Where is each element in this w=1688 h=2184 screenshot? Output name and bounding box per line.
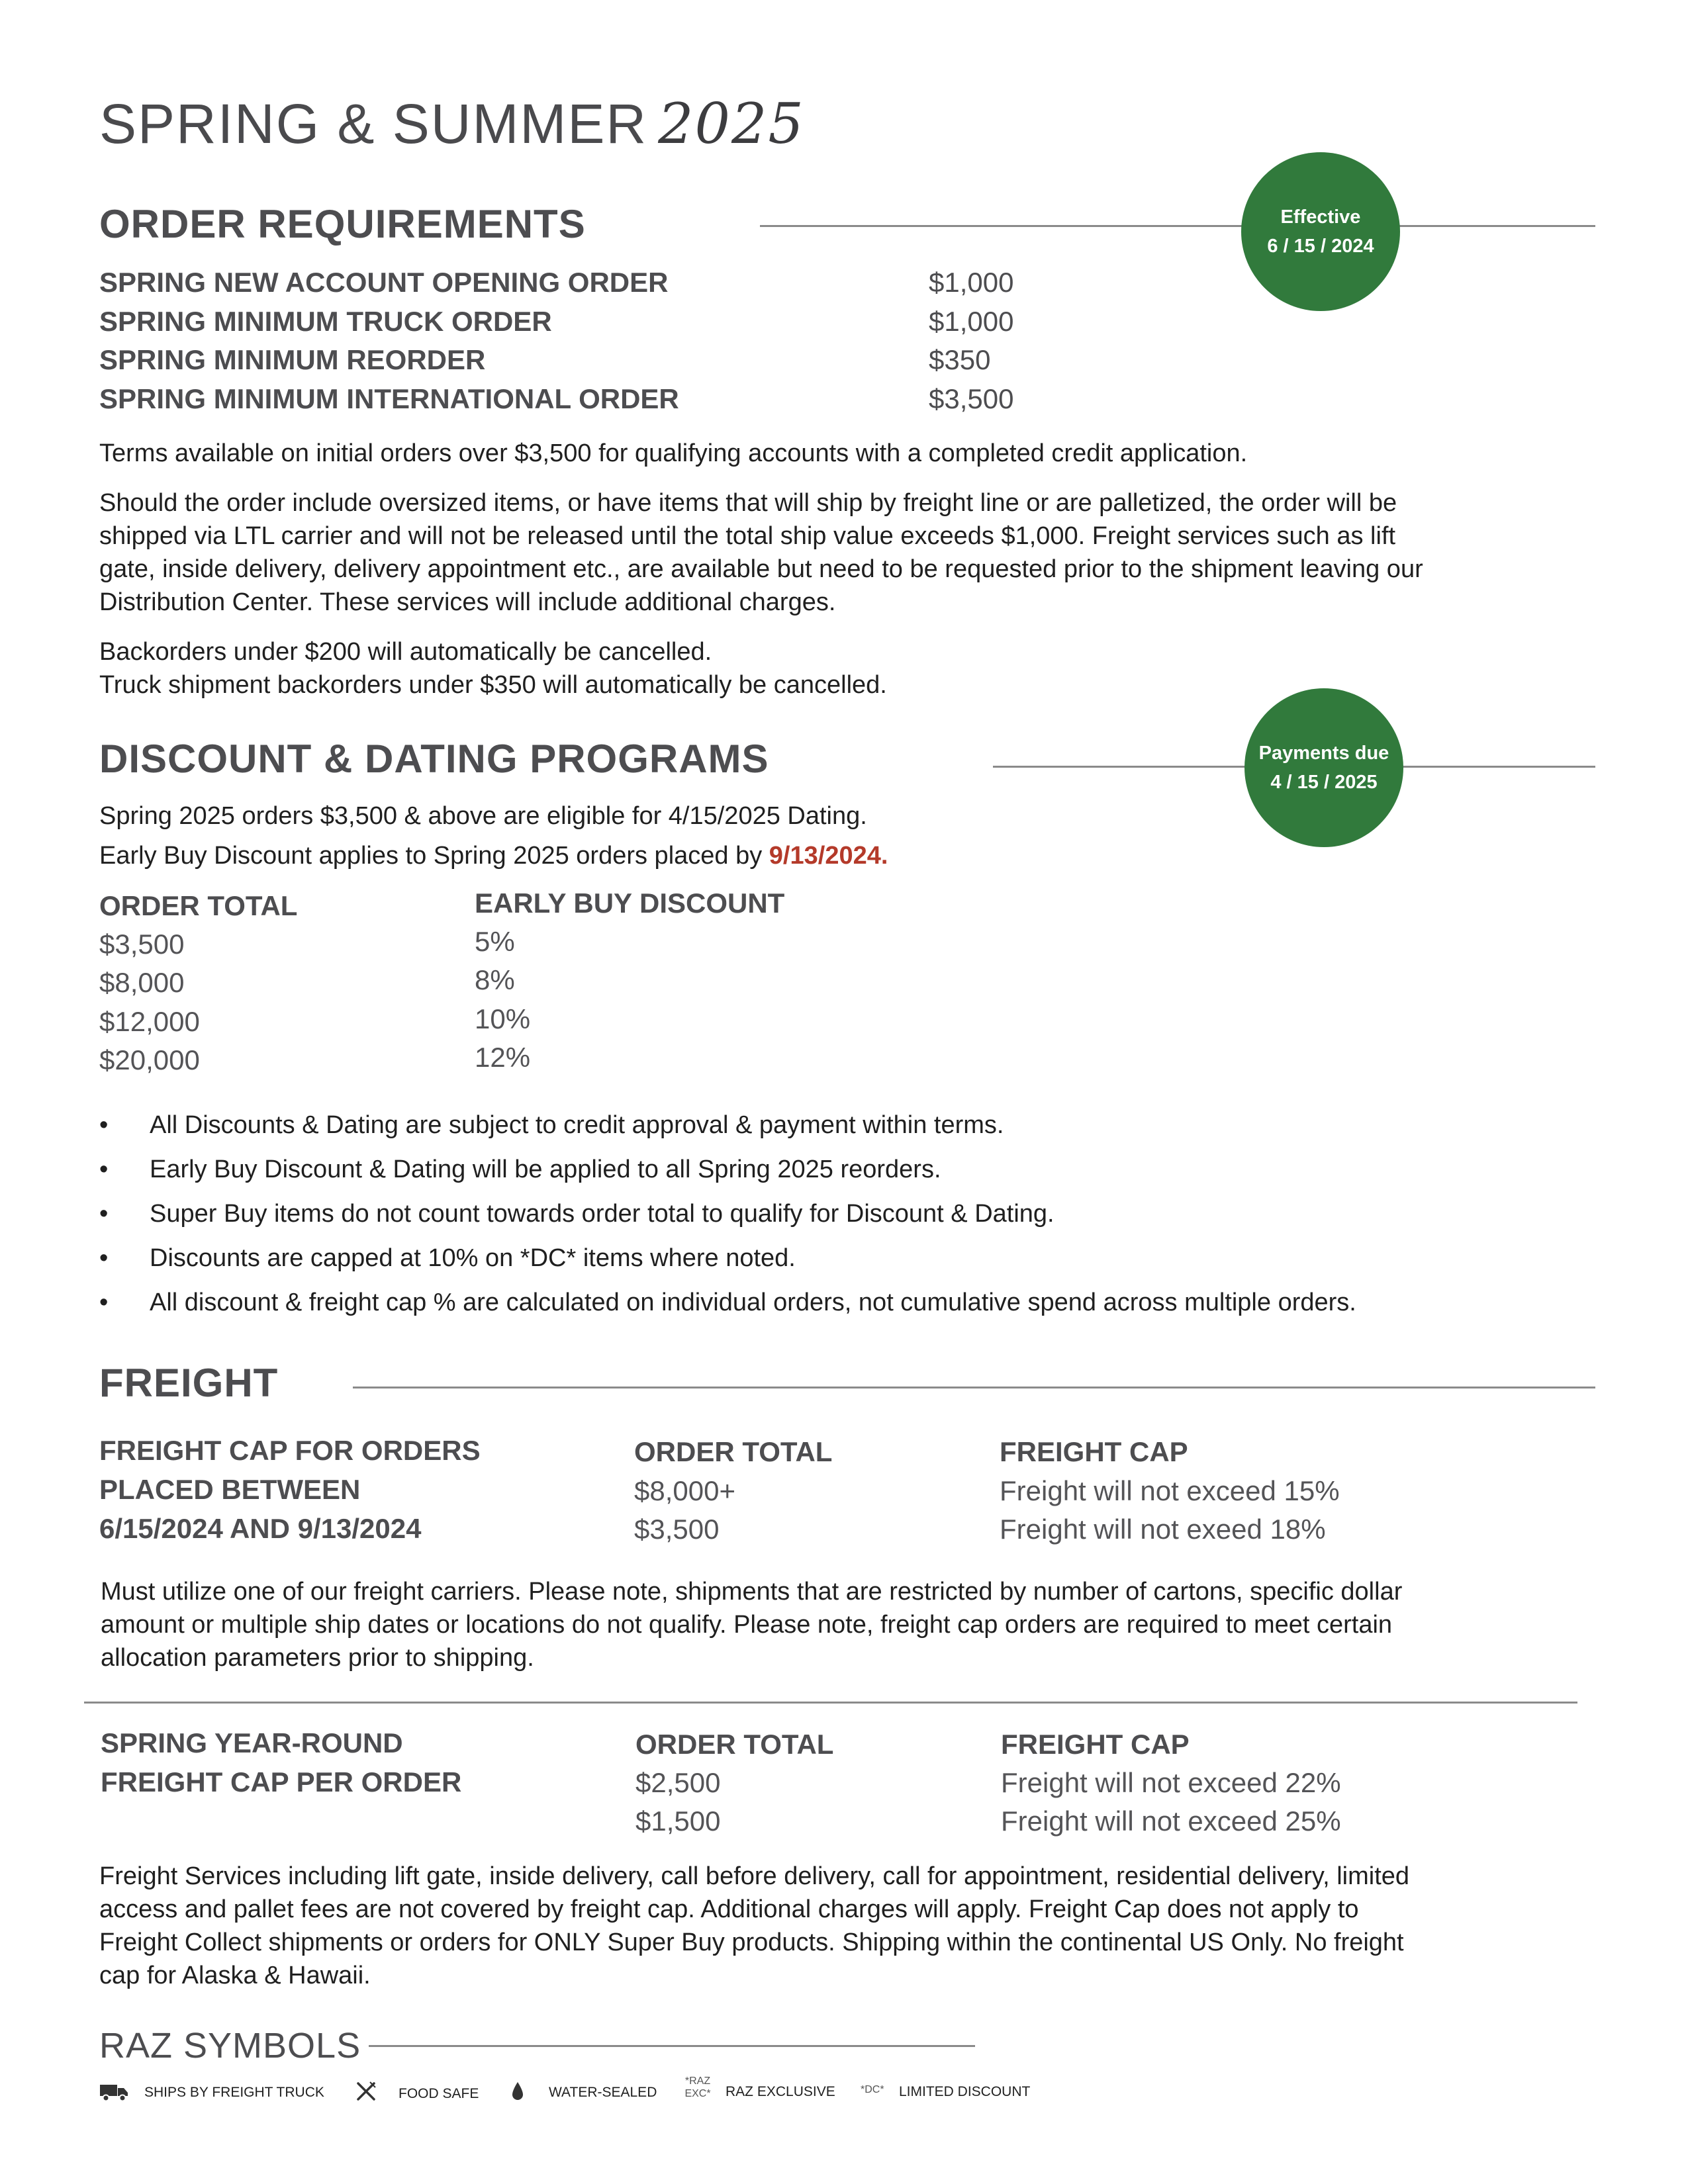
symbol-label: LIMITED DISCOUNT: [899, 2084, 1031, 2099]
section-divider: [369, 2045, 975, 2047]
requirement-value: $3,500: [929, 383, 1014, 414]
paragraph-line: Must utilize one of our freight carriers. Please note, shipments that are restricted by number of cartons, specific dollar: [101, 1578, 1403, 1606]
label-line: FREIGHT CAP PER ORDER: [101, 1766, 462, 1797]
early-buy-prefix: Early Buy Discount applies to Spring 2025 orders placed by: [99, 842, 769, 870]
backorders-line: Backorders under $200 will automatically be cancelled.: [99, 638, 712, 666]
freight-cap-value: Freight will not exceed 22%: [1001, 1767, 1341, 1798]
effective-badge-label: Effective: [1280, 206, 1361, 228]
truck-icon: [99, 2082, 128, 2102]
symbol-label: SHIPS BY FREIGHT TRUCK: [144, 2085, 324, 2100]
freight-cap-header: FREIGHT CAP: [1000, 1436, 1188, 1467]
raz-exc-icon: [681, 2075, 714, 2100]
label-line: SPRING YEAR-ROUND: [101, 1727, 403, 1758]
tier-discount: 5%: [475, 926, 515, 957]
symbol-label: RAZ EXCLUSIVE: [726, 2084, 835, 2099]
freight-cap-value: Freight will not exceed 15%: [1000, 1475, 1340, 1506]
requirement-value: $1,000: [929, 306, 1014, 337]
payments-badge-date: 4 / 15 / 2025: [1270, 772, 1378, 793]
page-title: [99, 91, 805, 156]
tier-total: $3,500: [99, 929, 185, 960]
fork-knife-icon: [355, 2081, 377, 2102]
tier-total: $8,000: [99, 967, 185, 998]
order-requirements-heading: ORDER REQUIREMENTS: [99, 202, 586, 246]
paragraph-line: Freight Services including lift gate, inside delivery, call before delivery, call for appointment, residential delivery, limited: [99, 1862, 1410, 1890]
order-total-header: ORDER TOTAL: [99, 890, 298, 921]
freight-heading: FREIGHT: [99, 1361, 279, 1405]
list-item: [99, 1197, 1356, 1242]
freight-order-total: $8,000+: [634, 1475, 735, 1506]
requirement-value: $350: [929, 344, 991, 375]
effective-badge-date: 6 / 15 / 2024: [1267, 236, 1374, 257]
raz-exc-icon-line: EXC*: [684, 2088, 711, 2099]
freight-order-total: $3,500: [634, 1514, 720, 1545]
bullet-marker: •: [99, 1111, 109, 1139]
bullet-text: Super Buy items do not count towards order total to qualify for Discount & Dating.: [150, 1200, 1055, 1228]
freight-cap-header: FREIGHT CAP: [1001, 1729, 1190, 1760]
requirement-label: SPRING MINIMUM TRUCK ORDER: [99, 306, 552, 337]
paragraph-line: gate, inside delivery, delivery appointment etc., are available but need to be requested prior to the shipment leaving our: [99, 555, 1423, 583]
label-line: FREIGHT CAP FOR ORDERS: [99, 1435, 481, 1466]
backorders-line: Truck shipment backorders under $350 will automatically be cancelled.: [99, 671, 887, 699]
backorders-paragraph: [99, 635, 887, 702]
section-divider: [353, 1387, 1595, 1388]
terms-text: Terms available on initial orders over $3,500 for qualifying accounts with a completed credit application.: [99, 439, 1248, 467]
paragraph-line: shipped via LTL carrier and will not be released until the total ship value exceeds $1,000. Freight services such as lift: [99, 522, 1396, 550]
freight-order-total: $2,500: [635, 1767, 721, 1798]
requirement-label: SPRING MINIMUM INTERNATIONAL ORDER: [99, 383, 679, 414]
bullet-text: All discount & freight cap % are calculated on individual orders, not cumulative spend across multiple orders.: [150, 1289, 1356, 1316]
discount-heading: DISCOUNT & DATING PROGRAMS: [99, 737, 769, 781]
dc-icon: *DC*: [861, 2084, 884, 2095]
label-line: 6/15/2024 AND 9/13/2024: [99, 1513, 422, 1544]
paragraph-line: access and pallet fees are not covered by freight cap. Additional charges will apply. Freight Cap does not apply to: [99, 1895, 1359, 1923]
tier-discount: 8%: [475, 964, 515, 995]
paragraph-line: allocation parameters prior to shipping.: [101, 1644, 534, 1672]
tier-discount: 12%: [475, 1042, 531, 1073]
freight-cap-window-label: [99, 1431, 481, 1548]
paragraph-line: cap for Alaska & Hawaii.: [99, 1962, 371, 1989]
paragraph-line: Distribution Center. These services will include additional charges.: [99, 588, 836, 616]
oversized-paragraph: [99, 486, 1423, 619]
list-item: [99, 1286, 1356, 1330]
paragraph-line: amount or multiple ship dates or locations do not qualify. Please note, freight cap orders are required to meet certain: [101, 1611, 1393, 1639]
paragraph-line: Freight Collect shipments or orders for ONLY Super Buy products. Shipping within the continental US Only. No freight: [99, 1929, 1404, 1956]
bullet-text: All Discounts & Dating are subject to credit approval & payment within terms.: [150, 1111, 1004, 1139]
paragraph-line: Should the order include oversized items, or have items that will ship by freight line or are palletized, the order will be: [99, 489, 1397, 517]
payments-badge-label: Payments due: [1258, 743, 1389, 764]
freight-carrier-note: [101, 1575, 1402, 1674]
label-line: PLACED BETWEEN: [99, 1474, 361, 1505]
requirement-value: $1,000: [929, 267, 1014, 298]
tier-total: $12,000: [99, 1006, 200, 1037]
symbol-label: FOOD SAFE: [399, 2086, 479, 2101]
effective-date-badge: [1241, 152, 1400, 311]
raz-symbols-heading: RAZ SYMBOLS: [99, 2026, 361, 2066]
freight-cap-value: Freight will not exeed 18%: [1000, 1514, 1326, 1545]
symbol-label: WATER-SEALED: [549, 2085, 657, 2100]
bullet-marker: •: [99, 1289, 109, 1316]
bullet-marker: •: [99, 1200, 109, 1228]
order-total-header: ORDER TOTAL: [634, 1436, 833, 1467]
bullet-marker: •: [99, 1156, 109, 1183]
payments-due-badge: [1244, 688, 1403, 847]
early-buy-discount-header: EARLY BUY DISCOUNT: [475, 887, 785, 919]
order-total-header: ORDER TOTAL: [635, 1729, 834, 1760]
tier-total: $20,000: [99, 1044, 200, 1075]
section-divider: [760, 225, 1595, 227]
early-buy-text: [99, 839, 888, 872]
bullet-marker: •: [99, 1244, 109, 1272]
list-item: [99, 1153, 1356, 1197]
dating-eligibility-text: Spring 2025 orders $3,500 & above are eligible for 4/15/2025 Dating.: [99, 802, 867, 830]
requirement-label: SPRING NEW ACCOUNT OPENING ORDER: [99, 267, 669, 298]
freight-cap-value: Freight will not exceed 25%: [1001, 1805, 1341, 1837]
early-buy-deadline: 9/13/2024.: [769, 842, 888, 870]
bullet-list: [99, 1109, 1356, 1330]
page-title-year: 2025: [658, 91, 805, 156]
bullet-text: Discounts are capped at 10% on *DC* items where noted.: [150, 1244, 796, 1272]
tier-discount: 10%: [475, 1003, 531, 1034]
freight-order-total: $1,500: [635, 1805, 721, 1837]
freight-services-note: [99, 1860, 1409, 1992]
list-item: [99, 1242, 1356, 1286]
page-title-text: SPRING & SUMMER: [99, 93, 648, 155]
bullet-text: Early Buy Discount & Dating will be applied to all Spring 2025 reorders.: [150, 1156, 941, 1183]
year-round-cap-label: [101, 1723, 461, 1801]
section-divider: [84, 1702, 1577, 1704]
water-drop-icon: [510, 2081, 525, 2102]
list-item: [99, 1109, 1356, 1153]
requirement-label: SPRING MINIMUM REORDER: [99, 344, 486, 375]
raz-exc-icon-line: *RAZ: [684, 2075, 711, 2087]
